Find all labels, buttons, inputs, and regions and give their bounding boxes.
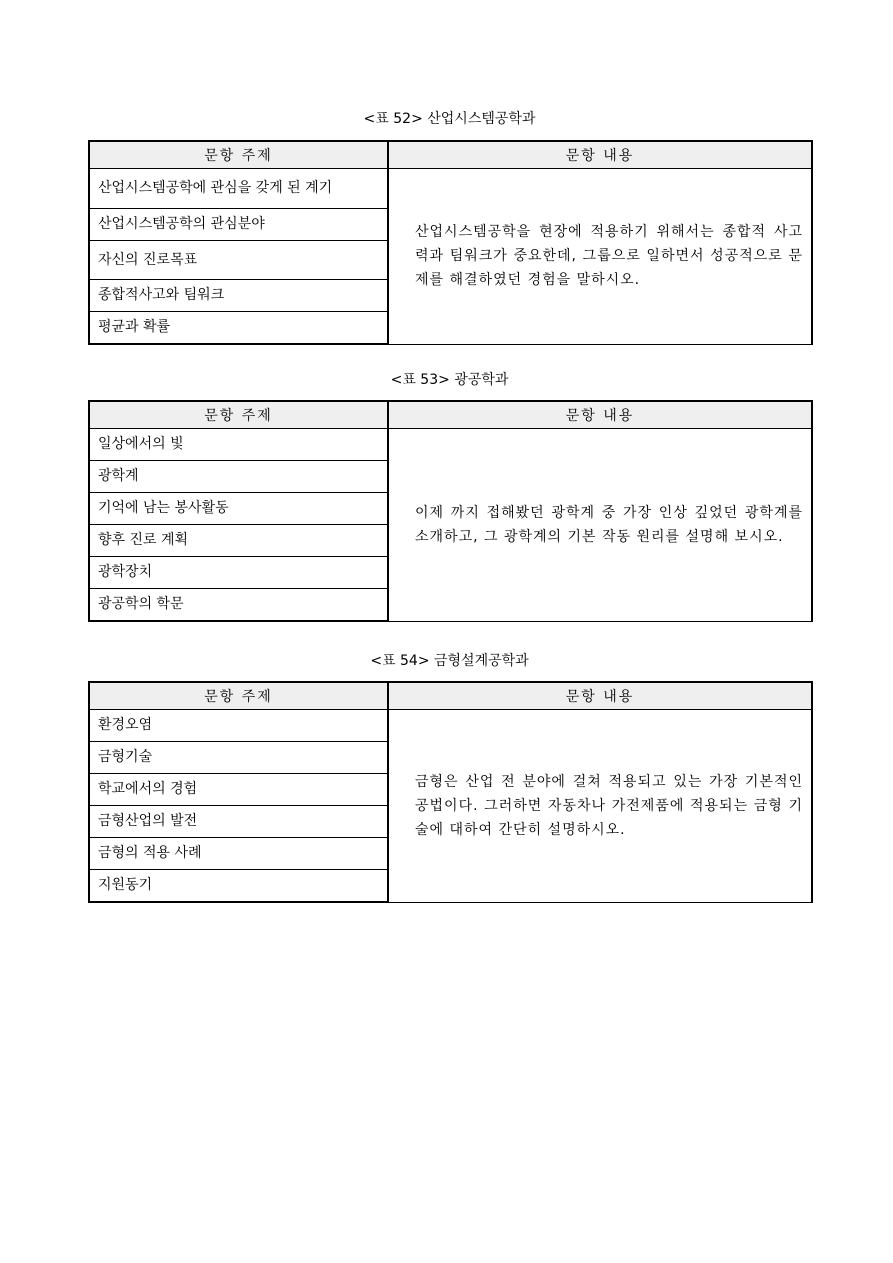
content-cell	[388, 429, 812, 622]
topic-cell: 금형의 적용 사례	[89, 838, 388, 870]
content-cell	[388, 710, 812, 903]
header-content: 문항 내용	[388, 682, 812, 710]
table-53-caption: <표 53> 광공학과	[390, 372, 509, 388]
table-54	[88, 681, 813, 903]
content-text: 금형은 산업 전 분야에 걸쳐 적용되고 있는 가장 기본적인 공법이다. 그러하면 자동차나 가전제품에 적용되는 금형 기술에 대하여 간단히 설명하시오.	[415, 773, 803, 838]
content-text: 산업시스템공학을 현장에 적용하기 위해서는 종합적 사고력과 팀워크가 중요한데, 그룹으로 일하면서 성공적으로 문제를 해결하였던 경험을 말하시오.	[415, 224, 803, 289]
content-cell	[388, 169, 812, 345]
topic-cell: 금형기술	[89, 742, 388, 774]
topic-cell: 광공학의 학문	[89, 589, 388, 622]
table-row	[89, 710, 812, 742]
topic-cell: 산업시스템공학의 관심분야	[89, 209, 388, 241]
table-53	[88, 400, 813, 622]
table-52	[88, 140, 813, 345]
table-row	[89, 429, 812, 461]
table-54-caption: <표 54> 금형설계공학과	[370, 653, 529, 669]
topic-cell: 기억에 남는 봉사활동	[89, 493, 388, 525]
header-topic: 문항 주제	[89, 682, 388, 710]
header-topic: 문항 주제	[89, 141, 388, 169]
topic-cell: 향후 진로 계획	[89, 525, 388, 557]
header-content: 문항 내용	[388, 141, 812, 169]
topic-cell: 금형산업의 발전	[89, 806, 388, 838]
table-row	[89, 169, 812, 209]
topic-cell: 학교에서의 경험	[89, 774, 388, 806]
topic-cell: 일상에서의 빛	[89, 429, 388, 461]
topic-cell: 평균과 확률	[89, 312, 388, 345]
topic-cell: 광학장치	[89, 557, 388, 589]
table-header-row	[89, 141, 812, 169]
table-header-row	[89, 682, 812, 710]
topic-cell: 자신의 진로목표	[89, 241, 388, 280]
content-text: 이제 까지 접해봤던 광학계 중 가장 인상 깊었던 광학계를 소개하고, 그 광학계의 기본 작동 원리를 설명해 보시오.	[415, 504, 803, 545]
header-topic: 문항 주제	[89, 401, 388, 429]
table-header-row	[89, 401, 812, 429]
table-52-caption: <표 52> 산업시스템공학과	[363, 111, 536, 127]
header-content: 문항 내용	[388, 401, 812, 429]
topic-cell: 환경오염	[89, 710, 388, 742]
topic-cell: 지원동기	[89, 870, 388, 903]
topic-cell: 산업시스템공학에 관심을 갖게 된 계기	[89, 169, 388, 209]
topic-cell: 광학계	[89, 461, 388, 493]
topic-cell: 종합적사고와 팀워크	[89, 280, 388, 312]
